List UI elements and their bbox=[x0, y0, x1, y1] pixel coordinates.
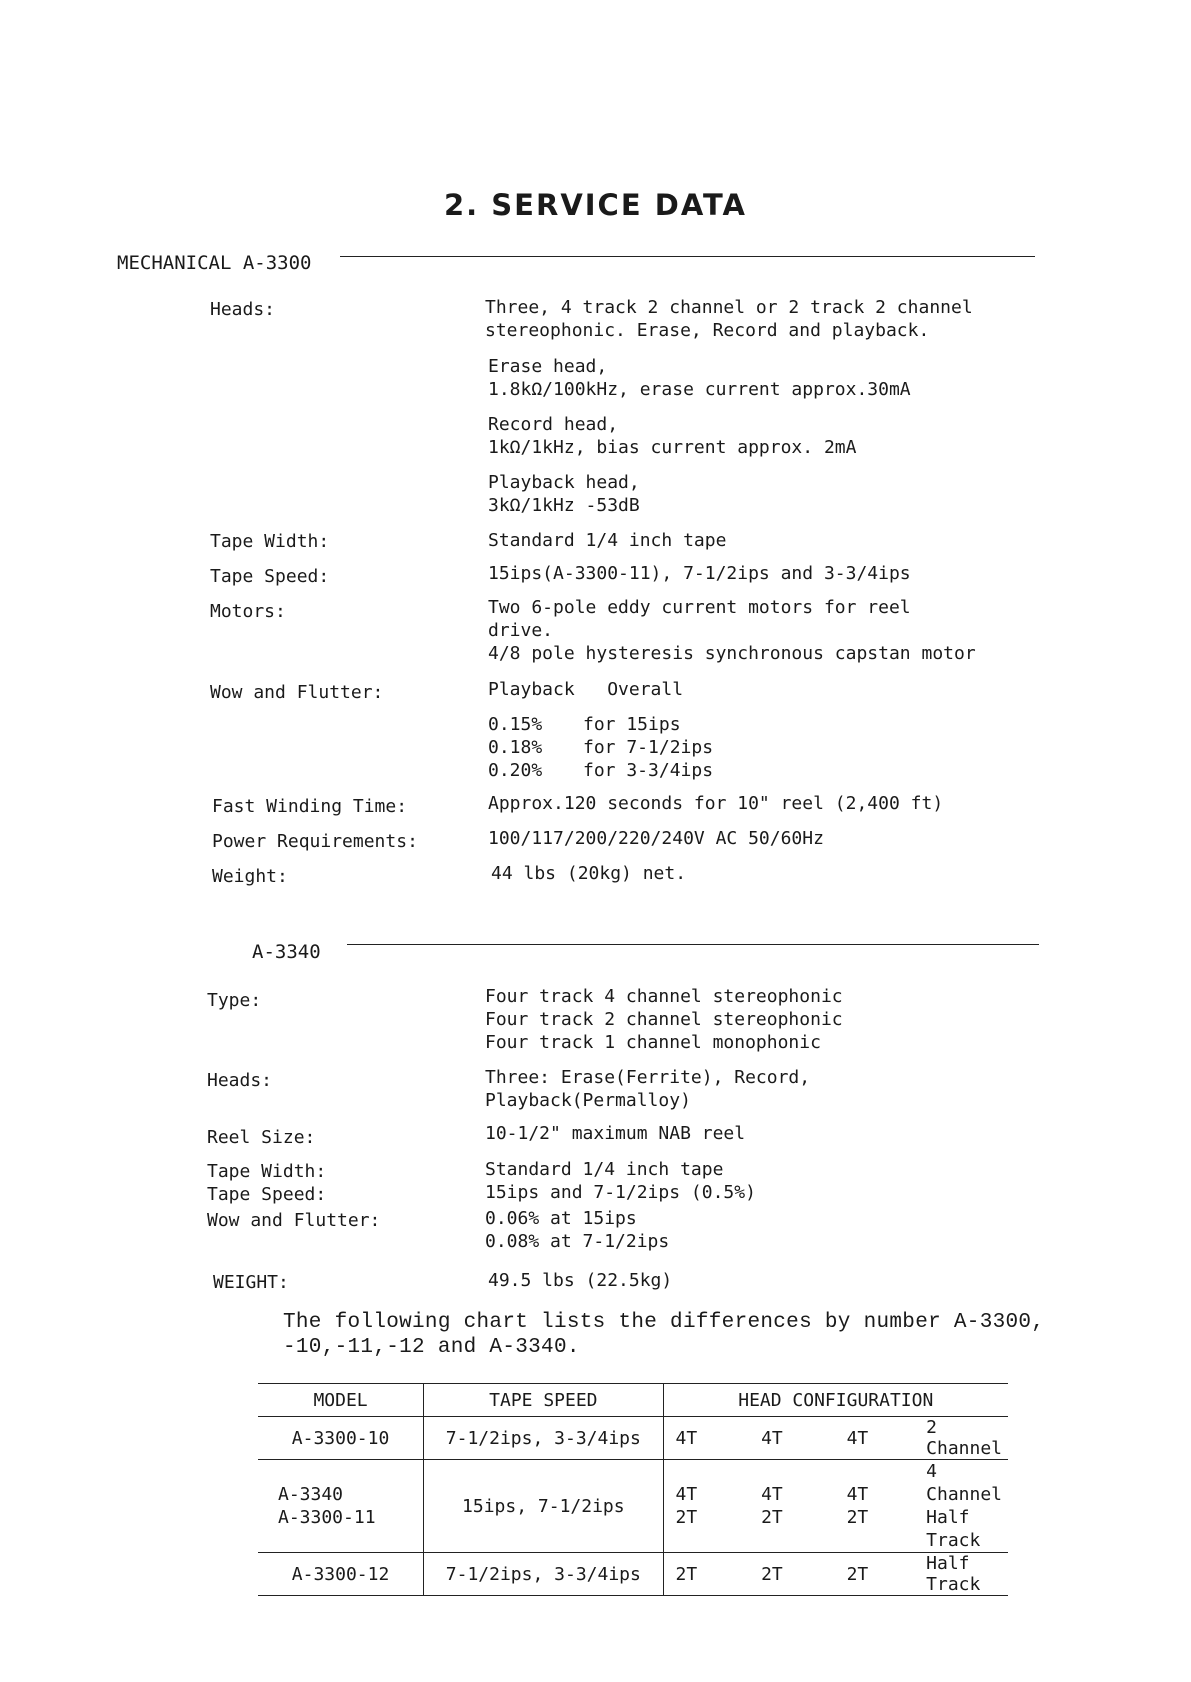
reel-size-value: 10-1/2" maximum NAB reel bbox=[485, 1123, 746, 1144]
record-head-title: Record head, bbox=[488, 414, 619, 435]
heads-value-line1: Three, 4 track 2 channel or 2 track 2 channel bbox=[485, 297, 973, 318]
cell-model: A-3300-10 bbox=[258, 1417, 424, 1460]
a3340-wow-flutter-label: Wow and Flutter: bbox=[207, 1210, 381, 1231]
wow-row-value: 0.20% bbox=[488, 760, 543, 781]
cell-erase-line2: 2T bbox=[675, 1507, 698, 1528]
a3340-tape-width-value: Standard 1/4 inch tape bbox=[485, 1159, 724, 1180]
cell-playback-line1: 4T bbox=[846, 1484, 869, 1505]
erase-head-spec: 1.8kΩ/100kHz, erase current approx.30mA bbox=[488, 379, 911, 400]
cell-tape-speed: 7-1/2ips, 3-3/4ips bbox=[424, 1553, 663, 1596]
cell-model-line2: A-3300-11 bbox=[278, 1507, 376, 1528]
cell-channel-line2: Half Track bbox=[926, 1507, 981, 1551]
power-label: Power Requirements: bbox=[212, 831, 418, 852]
heads-label: Heads: bbox=[210, 299, 276, 320]
playback-head-title: Playback head, bbox=[488, 472, 640, 493]
fast-winding-label: Fast Winding Time: bbox=[212, 796, 408, 817]
cell-playback-config: 2T bbox=[835, 1553, 921, 1596]
a3340-heads-line2: Playback(Permalloy) bbox=[485, 1090, 691, 1111]
a3340-weight-value: 49.5 lbs (22.5kg) bbox=[488, 1270, 673, 1291]
wow-row-value: 0.18% bbox=[488, 737, 543, 758]
motors-label: Motors: bbox=[210, 601, 286, 622]
a3340-tape-width-label: Tape Width: bbox=[207, 1161, 327, 1182]
cell-tape-speed: 15ips, 7-1/2ips bbox=[424, 1460, 663, 1553]
erase-head-title: Erase head, bbox=[488, 356, 608, 377]
chart-intro-line2: -10,-11,-12 and A-3340. bbox=[283, 1336, 580, 1359]
a3340-tape-speed-label: Tape Speed: bbox=[207, 1184, 327, 1205]
weight-label: Weight: bbox=[212, 866, 288, 887]
tape-speed-label: Tape Speed: bbox=[210, 566, 330, 587]
a3340-wow-line1: 0.06% at 15ips bbox=[485, 1208, 637, 1229]
type-value-line1: Four track 4 channel stereophonic bbox=[485, 986, 843, 1007]
chart-intro-line1: The following chart lists the differences by number A-3300, bbox=[283, 1311, 1045, 1334]
tape-width-value: Standard 1/4 inch tape bbox=[488, 530, 727, 551]
cell-model: A-3300-12 bbox=[258, 1553, 424, 1596]
cell-channel-line1: 4 Channel bbox=[926, 1461, 1002, 1505]
cell-erase-line1: 4T bbox=[675, 1484, 698, 1505]
cell-record-config bbox=[749, 1460, 835, 1553]
cell-channel bbox=[920, 1460, 1008, 1553]
model-differences-table bbox=[258, 1383, 1008, 1596]
section-rule-a3340 bbox=[347, 944, 1039, 945]
motors-value-line2: drive. bbox=[488, 620, 554, 641]
page-title: 2. SERVICE DATA bbox=[444, 188, 747, 222]
motors-value-line1: Two 6-pole eddy current motors for reel bbox=[488, 597, 911, 618]
wow-row-speed: for 7-1/2ips bbox=[583, 737, 714, 758]
section-heading-a3340: A-3340 bbox=[252, 941, 321, 963]
wow-row-speed: for 3-3/4ips bbox=[583, 760, 714, 781]
a3340-heads-label: Heads: bbox=[207, 1070, 273, 1091]
section-rule-a3300 bbox=[340, 256, 1035, 257]
reel-size-label: Reel Size: bbox=[207, 1127, 316, 1148]
type-label: Type: bbox=[207, 990, 262, 1011]
wow-flutter-label: Wow and Flutter: bbox=[210, 682, 384, 703]
cell-channel: Half Track bbox=[920, 1553, 1008, 1596]
table-row bbox=[258, 1553, 1008, 1596]
cell-erase-config: 2T bbox=[663, 1553, 749, 1596]
cell-record-config: 2T bbox=[749, 1553, 835, 1596]
header-tape-speed: TAPE SPEED bbox=[424, 1384, 663, 1417]
table-header-row bbox=[258, 1384, 1008, 1417]
wow-flutter-header: Playback Overall bbox=[488, 679, 684, 700]
power-value: 100/117/200/220/240V AC 50/60Hz bbox=[488, 828, 824, 849]
cell-model-line1: A-3340 bbox=[278, 1484, 344, 1505]
section-heading-a3300: MECHANICAL A-3300 bbox=[117, 252, 312, 274]
cell-playback-config: 4T bbox=[835, 1417, 921, 1460]
table-row bbox=[258, 1417, 1008, 1460]
cell-model bbox=[258, 1460, 424, 1553]
wow-row-value: 0.15% bbox=[488, 714, 543, 735]
cell-tape-speed: 7-1/2ips, 3-3/4ips bbox=[424, 1417, 663, 1460]
cell-record-line1: 4T bbox=[761, 1484, 783, 1505]
table-row bbox=[258, 1460, 1008, 1553]
weight-value: 44 lbs (20kg) net. bbox=[491, 863, 687, 884]
record-head-spec: 1kΩ/1kHz, bias current approx. 2mA bbox=[488, 437, 857, 458]
cell-playback-line2: 2T bbox=[846, 1507, 869, 1528]
a3340-tape-speed-value: 15ips and 7-1/2ips (0.5%) bbox=[485, 1182, 756, 1203]
playback-head-spec: 3kΩ/1kHz -53dB bbox=[488, 495, 640, 516]
a3340-wow-line2: 0.08% at 7-1/2ips bbox=[485, 1231, 670, 1252]
header-head-configuration: HEAD CONFIGURATION bbox=[663, 1384, 1008, 1417]
a3340-heads-line1: Three: Erase(Ferrite), Record, bbox=[485, 1067, 811, 1088]
fast-winding-value: Approx.120 seconds for 10" reel (2,400 ft) bbox=[488, 793, 944, 814]
cell-erase-config: 4T bbox=[663, 1417, 749, 1460]
a3340-weight-label: WEIGHT: bbox=[213, 1272, 289, 1293]
tape-width-label: Tape Width: bbox=[210, 531, 330, 552]
cell-channel: 2 Channel bbox=[920, 1417, 1008, 1460]
cell-playback-config bbox=[835, 1460, 921, 1553]
heads-value-line2: stereophonic. Erase, Record and playback. bbox=[485, 320, 930, 341]
motors-value-line3: 4/8 pole hysteresis synchronous capstan motor bbox=[488, 643, 976, 664]
header-model: MODEL bbox=[258, 1384, 424, 1417]
tape-speed-value: 15ips(A-3300-11), 7-1/2ips and 3-3/4ips bbox=[488, 563, 911, 584]
cell-record-config: 4T bbox=[749, 1417, 835, 1460]
cell-record-line2: 2T bbox=[761, 1507, 783, 1528]
type-value-line2: Four track 2 channel stereophonic bbox=[485, 1009, 843, 1030]
wow-row-speed: for 15ips bbox=[583, 714, 681, 735]
type-value-line3: Four track 1 channel monophonic bbox=[485, 1032, 821, 1053]
cell-erase-config bbox=[663, 1460, 749, 1553]
